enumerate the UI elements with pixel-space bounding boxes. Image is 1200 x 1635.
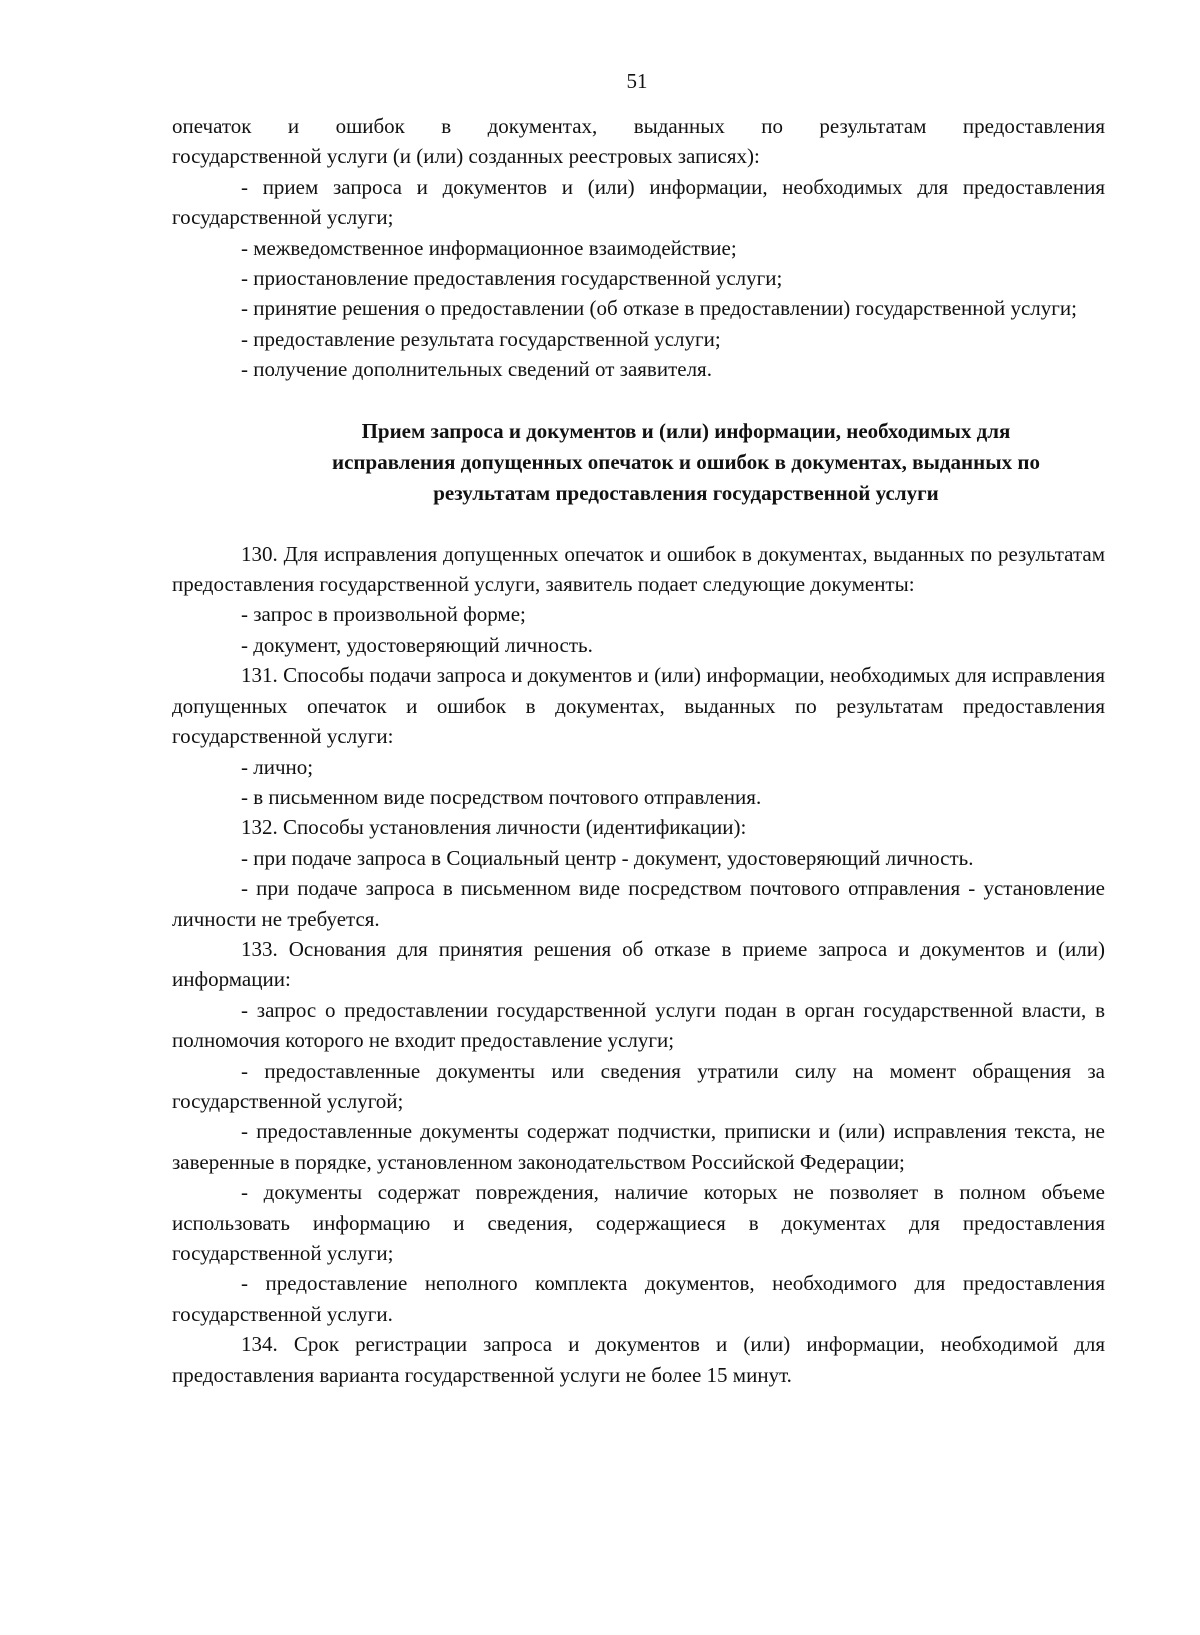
intro-line-2: государственной услуги (и (или) созданных реестровых записях): <box>172 144 760 169</box>
heading-line: результатам предоставления государственной услуги <box>433 480 939 505</box>
document-body <box>172 111 1105 1390</box>
list-item: - запрос о предоставлении государственной услуги подан в орган государственной власти, в полномочия которого не входит предоставление услуги; <box>172 997 1105 1053</box>
list-item: - предоставленные документы или сведения утратили силу на момент обращения за государственной услугой; <box>172 1058 1105 1113</box>
paragraph-133: 133. Основания для принятия решения об отказе в приеме запроса и документов и (или) информации: <box>172 936 1105 992</box>
intro-line-1: опечаток и ошибок в документах, выданных по результатам предоставления <box>172 114 1105 138</box>
list-item: - при подаче запроса в Социальный центр - документ, удостоверяющий личность. <box>241 845 974 870</box>
list-item: - межведомственное информационное взаимодействие; <box>241 235 737 260</box>
heading-line: Прием запроса и документов и (или) информации, необходимых для <box>361 418 1011 443</box>
paragraph-131: 131. Способы подачи запроса и документов и (или) информации, необходимых для исправления допущенных опечаток и ошибок в документах, выданных по результатам предоставления государственной услуги: <box>172 663 1105 749</box>
list-item: - лично; <box>241 754 314 779</box>
list-item: - принятие решения о предоставлении (об отказе в предоставлении) государственной услуги; <box>241 296 1077 321</box>
list-item: - запрос в произвольной форме; <box>241 602 526 627</box>
list-item: - получение дополнительных сведений от заявителя. <box>241 357 712 382</box>
list-item: - предоставление результата государственной услуги; <box>241 326 721 351</box>
paragraph-132: 132. Способы установления личности (идентификации): <box>241 815 747 840</box>
list-item: - в письменном виде посредством почтового отправления. <box>241 784 762 809</box>
heading-line: исправления допущенных опечаток и ошибок в документах, выданных по <box>332 449 1040 474</box>
paragraph-134: 134. Срок регистрации запроса и документов и (или) информации, необходимой для предоставления варианта государственной услуги не более 15 минут. <box>172 1332 1105 1387</box>
list-item: - предоставление неполного комплекта документов, необходимого для предоставления государственной услуги. <box>172 1271 1105 1326</box>
list-item: - документ, удостоверяющий личность. <box>241 632 593 657</box>
list-item: - приостановление предоставления государственной услуги; <box>241 266 783 291</box>
list-item: - документы содержат повреждения, наличие которых не позволяет в полном объеме использовать информацию и сведения, содержащиеся в документах для предоставления государственной услуги; <box>172 1180 1105 1265</box>
page-number: 51 <box>626 69 648 93</box>
paragraph-130: 130. Для исправления допущенных опечаток и ошибок в документах, выданных по результатам предоставления государственной услуги, заявитель подает следующие документы: <box>172 541 1105 597</box>
section-heading <box>172 416 1105 509</box>
list-item: - при подаче запроса в письменном виде посредством почтового отправления - установление личности не требуется. <box>172 876 1105 931</box>
list-item: - предоставленные документы содержат подчистки, приписки и (или) исправления текста, не заверенные в порядке, установленном законодательством Российской Федерации; <box>172 1119 1105 1174</box>
list-item: - прием запроса и документов и (или) информации, необходимых для предоставления государственной услуги; <box>172 174 1105 230</box>
